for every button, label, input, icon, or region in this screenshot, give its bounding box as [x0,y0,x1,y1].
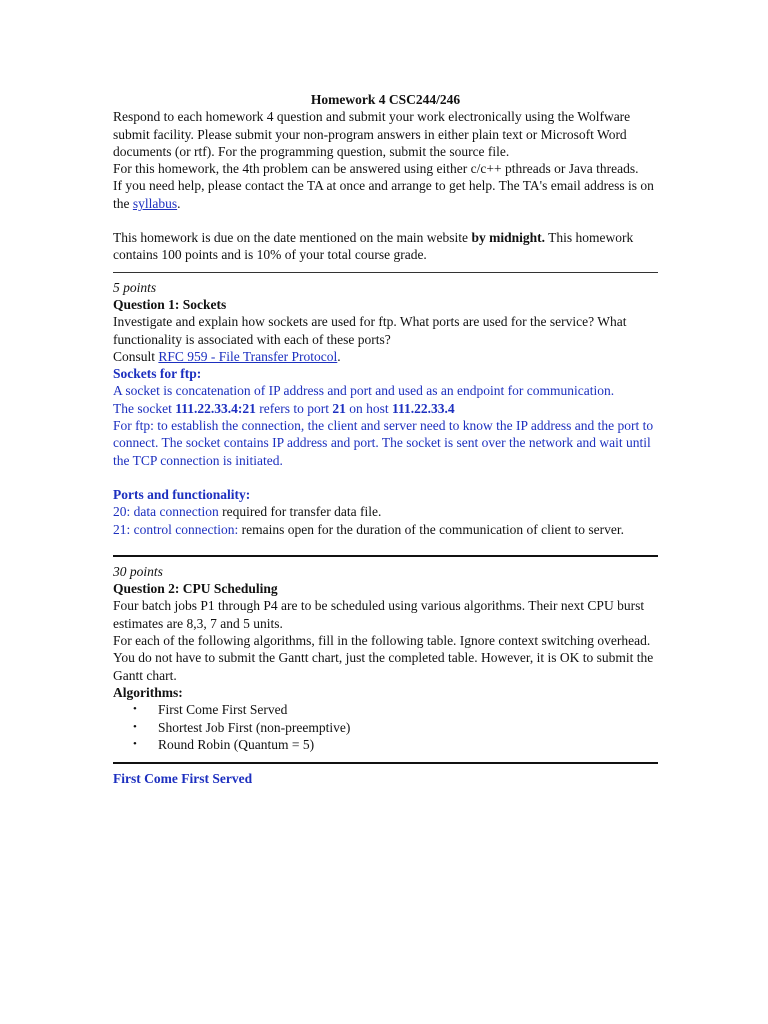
document-content [113,91,658,787]
q2-title: Question 2: CPU Scheduling [113,581,278,597]
port-20-text: required for transfer data file. [218,504,382,520]
consult-period: . [337,348,341,364]
port-20-line [113,503,658,520]
section-divider [113,762,658,764]
due-deadline: by midnight. [471,230,545,246]
q2-points: 30 points [113,563,163,579]
rfc959-link[interactable]: RFC 959 - File Transfer Protocol [158,348,338,364]
answer-socket-example [113,400,658,417]
document-title: Homework 4 CSC244/246 [310,92,461,107]
list-item: • Shortest Job First (non-preemptive) [133,719,658,736]
ports-heading: Ports and functionality: [113,486,251,502]
intro-help-period: . [177,195,181,211]
q1-points: 5 points [113,279,157,295]
spacer [113,212,658,229]
example-host: 111.22.33.4 [392,400,455,416]
fcfs-heading: First Come First Served [113,771,253,787]
example-text-3: on host [345,400,392,416]
q2-body-1: Four batch jobs P1 through P4 are to be scheduled using various algorithms. Their next CPU burst estimates are 8,3, 7 and 5 units. [113,598,645,631]
points-info-text: This homework contains 100 points and is 10% of your total course grade. [113,230,634,263]
intro-paragraph-1: Respond to each homework 4 question and submit your work electronically using the Wolfware submit facility. Please submit your non-program answers in either plain text or Microsoft Word documents (or rtf). For the programming question, submit the source file. [113,109,631,159]
spacer [113,469,658,486]
consult-label: Consult [113,348,159,364]
intro-paragraph-3 [113,177,658,212]
q1-consult [113,348,658,365]
list-item: • First Come First Served [133,701,658,718]
intro-paragraph-4 [113,229,658,264]
sockets-heading: Sockets for ftp: [113,366,202,382]
port-20-label: 20: data connection [113,504,219,520]
port-21-text: remains open for the duration of the communication of client to server. [238,521,624,537]
list-item: • Round Robin (Quantum = 5) [133,736,658,753]
q1-title: Question 1: Sockets [113,296,227,312]
intro-help-text: If you need help, please contact the TA at once and arrange to get help. The TA's email address is on the [113,178,654,211]
section-divider [113,272,658,273]
port-21-line [113,521,658,538]
intro-paragraph-2: For this homework, the 4th problem can be answered using either c/c++ pthreads or Java threads. [113,161,639,177]
answer-ftp-connection: For ftp: to establish the connection, the client and server need to know the IP address and the port to connect. The socket contains IP address and port. The socket is sent over the network and wait until the TCP connection is initiated. [113,418,654,468]
algorithms-list [113,701,658,753]
syllabus-link[interactable]: syllabus [132,195,178,211]
port-21-label: 21: control connection: [113,521,239,537]
q2-body-3: You do not have to submit the Gantt chart, just the completed table. However, it is OK to submit the Gantt chart. [113,650,654,683]
example-port: 21 [332,400,346,416]
section-divider [113,555,658,557]
example-socket: 111.22.33.4:21 [175,400,256,416]
answer-socket-definition: A socket is concatenation of IP address and port and used as an endpoint for communication. [113,383,615,399]
example-text-1: The socket [113,400,176,416]
due-text: This homework is due on the date mentioned on the main website [113,230,472,246]
example-text-2: refers to port [255,400,333,416]
q1-body: Investigate and explain how sockets are used for ftp. What ports are used for the service? What functionality is associated with each of these ports? [113,314,627,347]
algorithms-label: Algorithms: [113,684,183,700]
q2-body-2: For each of the following algorithms, fill in the following table. Ignore context switching overhead. [113,633,651,649]
